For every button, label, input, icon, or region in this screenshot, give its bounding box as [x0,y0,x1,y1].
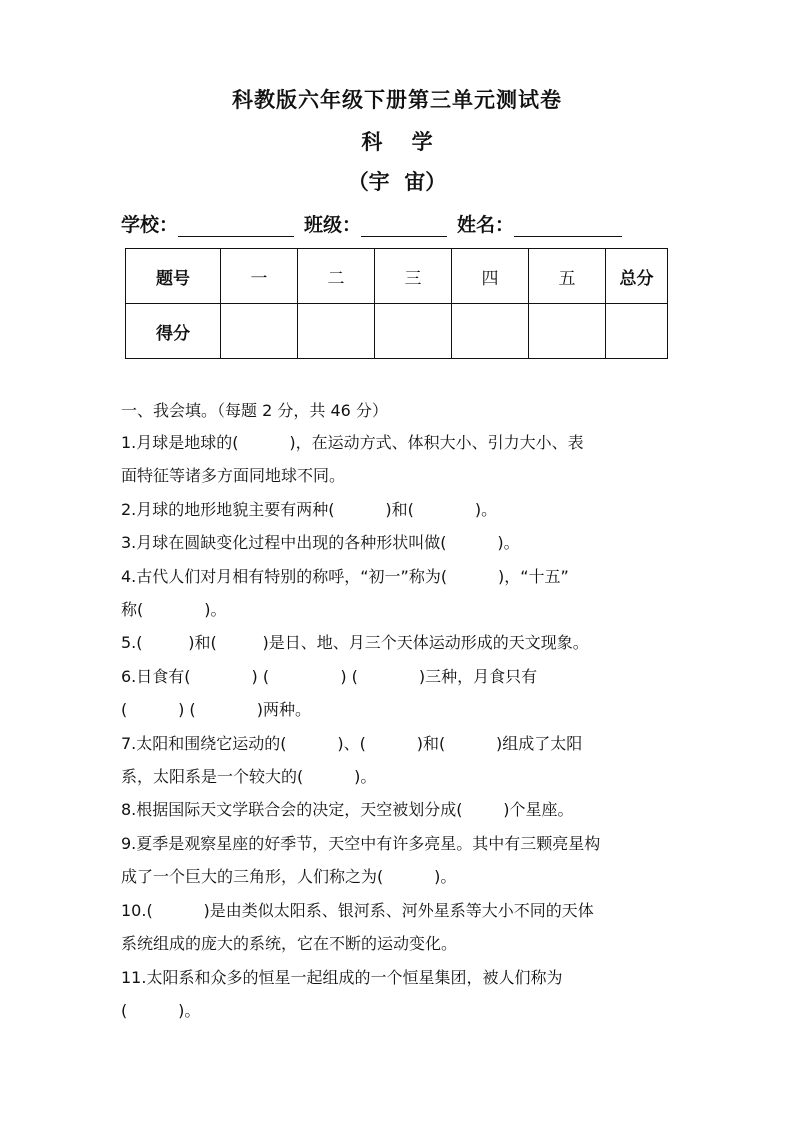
question-line: 4.古代人们对月相有特别的称呼，“初一”称为( )，“十五” [121,567,569,586]
question-line: 称( )。 [121,600,227,619]
question-line: ( )。 [121,1001,201,1020]
question-line: 系，太阳系是一个较大的( )。 [121,767,377,786]
question-line: 系统组成的庞大的系统，它在不断的运动变化。 [121,934,458,953]
name-blank[interactable] [514,216,622,237]
question-number-header: 题号 [126,249,221,304]
section-4-header: 四 [452,249,529,304]
class-label: 班级： [304,214,362,236]
question-line: 7.太阳和围绕它运动的( )、( )和( )组成了太阳 [121,734,583,753]
question-line: 6.日食有( ) ( ) ( )三种，月食只有 [121,667,538,686]
score-table-header-row [126,249,668,304]
question-line: 10.( )是由类似太阳系、银河系、河外星系等大小不同的天体 [121,901,594,920]
score-cell-4[interactable] [452,304,529,359]
section-5-header: 五 [529,249,606,304]
total-header: 总分 [606,249,668,304]
subject-title: 科 学 [361,129,433,154]
question-line: 面特征等诸多方面同地球不同。 [121,466,346,485]
school-label: 学校： [121,214,179,236]
section-3-header: 三 [375,249,452,304]
question-line: 5.( )和( )是日、地、月三个天体运动形成的天文现象。 [121,633,589,652]
score-cell-3[interactable] [375,304,452,359]
score-cell-1[interactable] [221,304,298,359]
question-line: 1.月球是地球的( )，在运动方式、体积大小、引力大小、表 [121,433,584,452]
question-line: ( ) ( )两种。 [121,700,311,719]
name-label: 姓名： [457,214,515,236]
score-table-score-row [126,304,668,359]
section-2-header: 二 [298,249,375,304]
question-line: 成了一个巨大的三角形，人们称之为( )。 [121,867,457,886]
school-blank[interactable] [178,216,294,237]
section-1-header: 一 [221,249,298,304]
question-line: 9.夏季是观察星座的好季节，天空中有许多亮星。其中有三颗亮星构 [121,834,601,853]
score-cell-total[interactable] [606,304,668,359]
section-1-title: 一、我会填。（每题 2 分，共 46 分） [121,401,388,420]
score-cell-2[interactable] [298,304,375,359]
score-cell-5[interactable] [529,304,606,359]
score-row-label: 得分 [126,304,221,359]
question-line: 11.太阳系和众多的恒星一起组成的一个恒星集团，被人们称为 [121,968,563,987]
question-line: 8.根据国际天文学联合会的决定，天空被划分成( )个星座。 [121,800,574,819]
question-line: 2.月球的地形地貌主要有两种( )和( )。 [121,500,498,519]
question-line: 3.月球在圆缺变化过程中出现的各种形状叫做( )。 [121,533,520,552]
class-blank[interactable] [361,216,447,237]
student-info-row [121,210,632,237]
unit-title: （宇 宙） [347,169,447,194]
exam-title: 科教版六年级下册第三单元测试卷 [232,87,562,112]
score-table [125,248,668,359]
